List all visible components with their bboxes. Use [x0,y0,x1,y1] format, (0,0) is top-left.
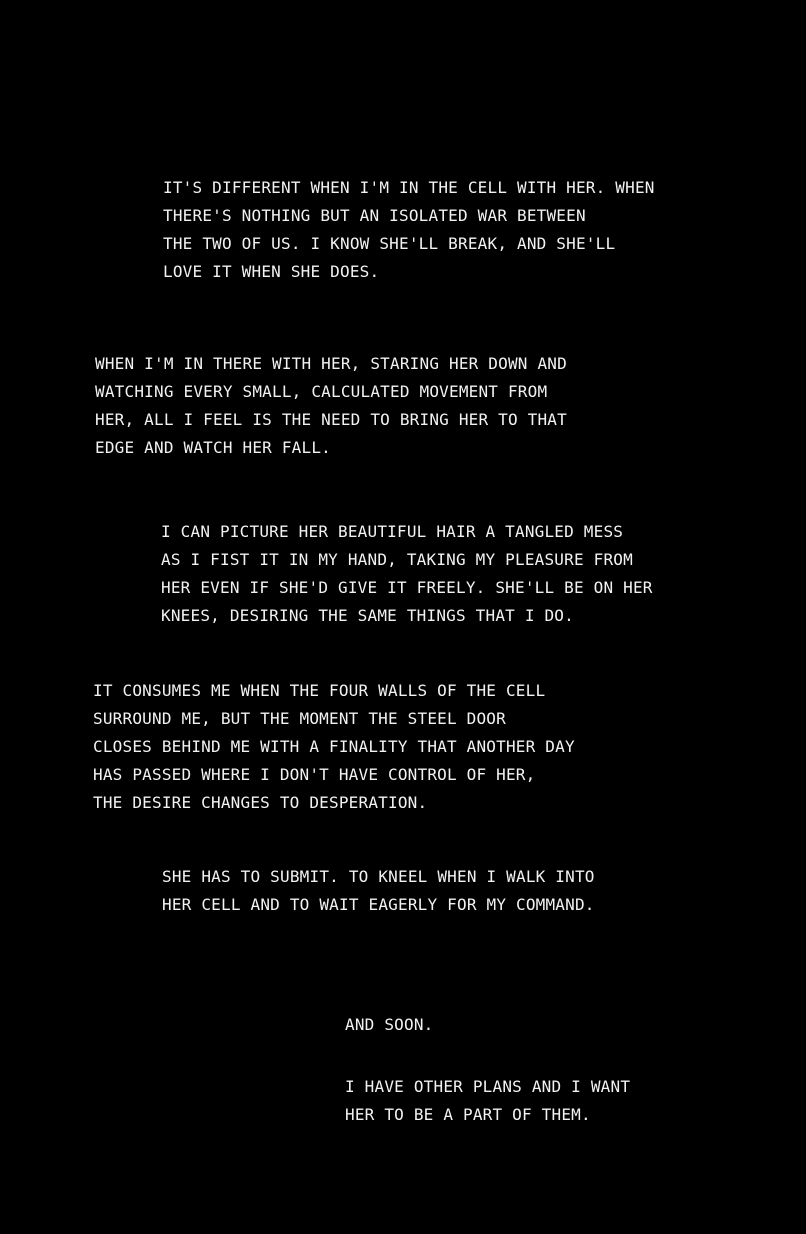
text-line: CLOSES BEHIND ME WITH A FINALITY THAT ANOTHER DAY [93,737,575,756]
paragraph-7 [345,1073,630,1129]
text-line: HER TO BE A PART OF THEM. [345,1105,591,1124]
text-line: IT'S DIFFERENT WHEN I'M IN THE CELL WITH HER. WHEN [163,178,655,197]
text-line: HER, ALL I FEEL IS THE NEED TO BRING HER TO THAT [95,410,567,429]
text-line: HER CELL AND TO WAIT EAGERLY FOR MY COMMAND. [162,895,595,914]
text-line: AND SOON. [345,1015,434,1034]
text-line: KNEES, DESIRING THE SAME THINGS THAT I DO. [161,606,574,625]
text-line: LOVE IT WHEN SHE DOES. [163,262,380,281]
paragraph-2 [95,350,567,462]
text-line: HAS PASSED WHERE I DON'T HAVE CONTROL OF HER, [93,765,536,784]
text-line: WATCHING EVERY SMALL, CALCULATED MOVEMENT FROM [95,382,548,401]
text-line: SHE HAS TO SUBMIT. TO KNEEL WHEN I WALK INTO [162,867,595,886]
text-line: THE TWO OF US. I KNOW SHE'LL BREAK, AND SHE'LL [163,234,616,253]
text-line: EDGE AND WATCH HER FALL. [95,438,331,457]
paragraph-4 [93,677,575,817]
text-line: SURROUND ME, BUT THE MOMENT THE STEEL DOOR [93,709,506,728]
text-line: I HAVE OTHER PLANS AND I WANT [345,1077,631,1096]
text-line: WHEN I'M IN THERE WITH HER, STARING HER DOWN AND [95,354,567,373]
text-line: I CAN PICTURE HER BEAUTIFUL HAIR A TANGLED MESS [161,522,624,541]
text-line: THE DESIRE CHANGES TO DESPERATION. [93,793,428,812]
paragraph-6 [345,1011,434,1039]
paragraph-3 [161,518,653,630]
paragraph-5 [162,863,595,919]
paragraph-1 [163,174,655,286]
text-line: THERE'S NOTHING BUT AN ISOLATED WAR BETWEEN [163,206,586,225]
text-line: HER EVEN IF SHE'D GIVE IT FREELY. SHE'LL BE ON HER [161,578,653,597]
text-line: AS I FIST IT IN MY HAND, TAKING MY PLEASURE FROM [161,550,633,569]
text-line: IT CONSUMES ME WHEN THE FOUR WALLS OF THE CELL [93,681,546,700]
